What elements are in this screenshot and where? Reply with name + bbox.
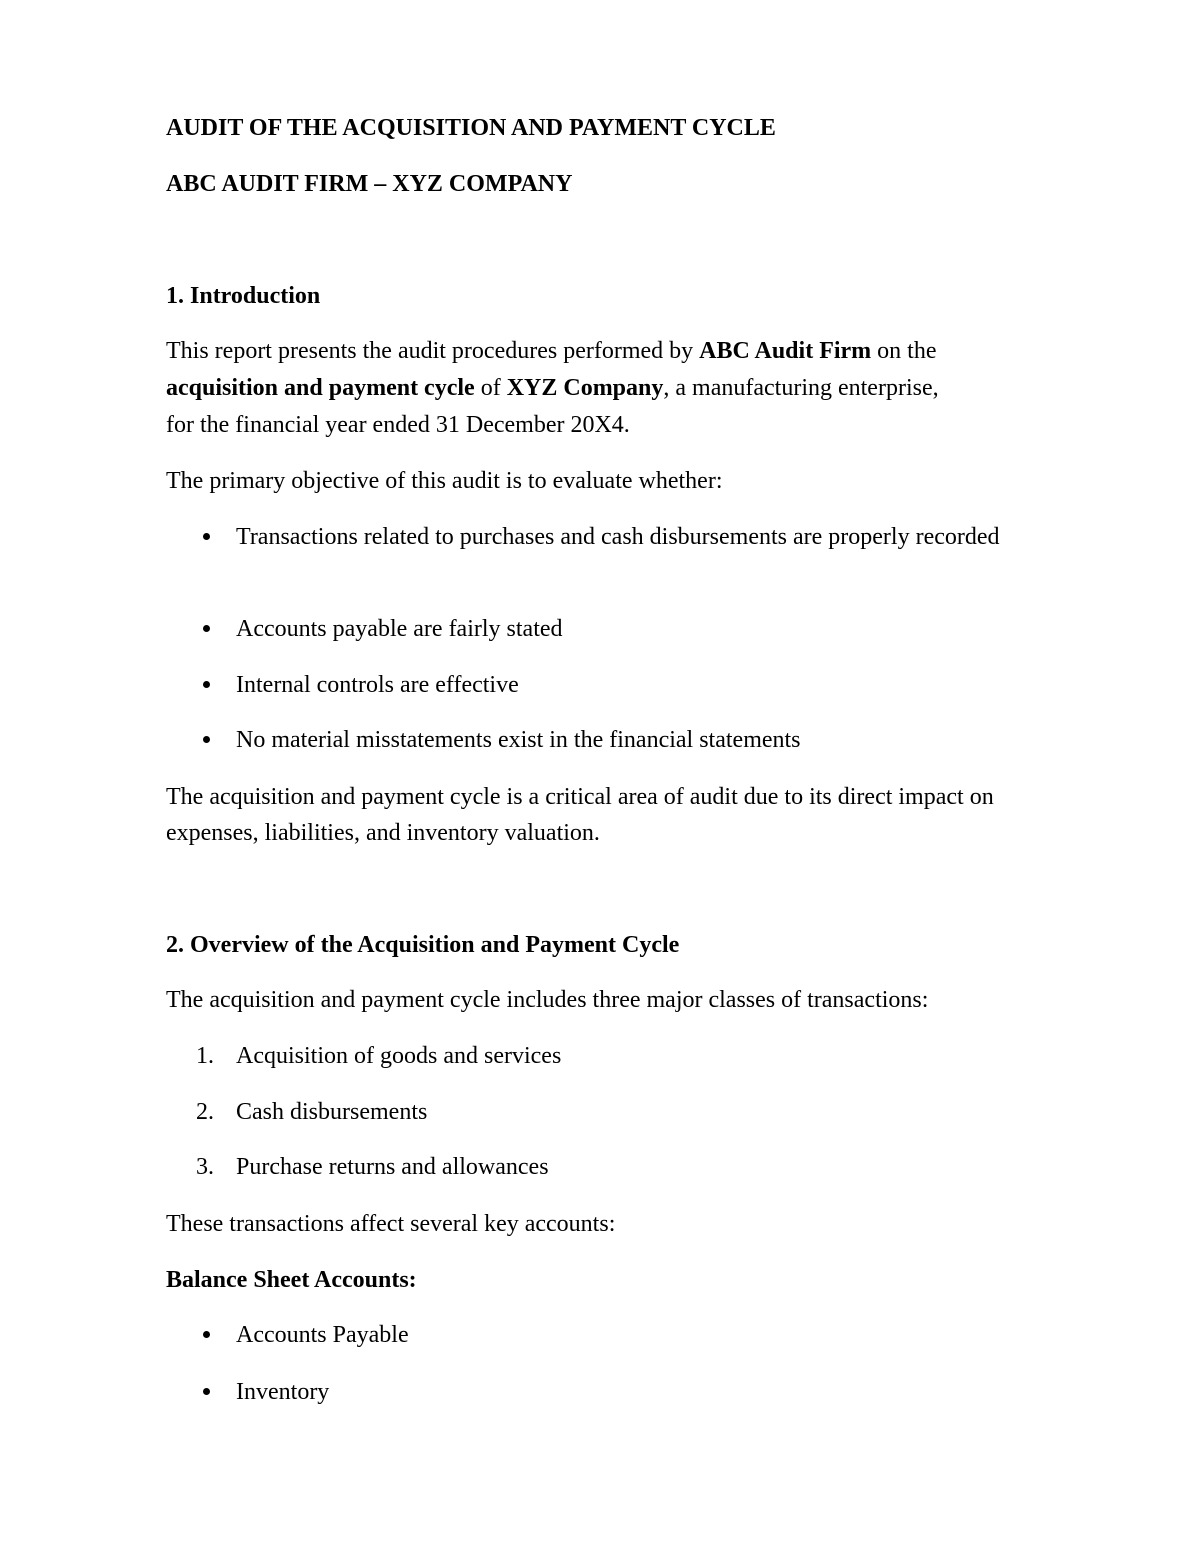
list-item-text: Accounts payable are fairly stated (236, 616, 563, 642)
numbered-item-text: Acquisition of goods and services (236, 1043, 562, 1069)
bullet-icon (203, 625, 210, 632)
para1-text-d: , a manufacturing enterprise, (663, 375, 939, 401)
numbered-item (166, 1094, 1046, 1130)
list-item-text: Internal controls are effective (236, 672, 519, 698)
list-item (166, 722, 1046, 758)
numbered-item-text: Cash disbursements (236, 1099, 428, 1125)
list-item (166, 611, 1046, 647)
numbered-item-text: Purchase returns and allowances (236, 1154, 549, 1180)
list-item (166, 519, 1046, 555)
list-item-text: Inventory (236, 1379, 330, 1405)
section2-subheading: Balance Sheet Accounts: (166, 1267, 417, 1293)
para1-bold-cycle: acquisition and payment cycle (166, 375, 475, 401)
bullet-icon (203, 1388, 210, 1395)
para1-bold-company: XYZ Company (506, 375, 664, 401)
numbered-item (166, 1038, 1046, 1074)
document-title: AUDIT OF THE ACQUISITION AND PAYMENT CYCLE (166, 115, 776, 141)
para1-text-a: This report presents the audit procedures performed by (166, 338, 700, 364)
list-item-text: Accounts Payable (236, 1322, 409, 1348)
section1-para1-line1 (166, 333, 937, 369)
number-marker: 3. (196, 1154, 214, 1180)
section2-para2: These transactions affect several key accounts: (166, 1211, 616, 1237)
list-item (166, 667, 1046, 703)
section2-para1: The acquisition and payment cycle includes three major classes of transactions: (166, 987, 929, 1013)
section1-para1-line2 (166, 370, 939, 406)
numbered-item (166, 1149, 1046, 1185)
list-item-text: No material misstatements exist in the financial statements (236, 727, 801, 753)
section1-para2: The primary objective of this audit is to evaluate whether: (166, 468, 723, 494)
section2-heading: 2. Overview of the Acquisition and Payment Cycle (166, 932, 680, 958)
number-marker: 2. (196, 1099, 214, 1125)
section1-heading: 1. Introduction (166, 283, 321, 309)
list-item (166, 1374, 1046, 1410)
bullet-icon (203, 681, 210, 688)
section1-para3: The acquisition and payment cycle is a critical area of audit due to its direct impact on expenses, liabilities, and inventory valuation. (166, 784, 994, 846)
bullet-icon (203, 1331, 210, 1338)
document-subtitle: ABC AUDIT FIRM – XYZ COMPANY (166, 171, 573, 197)
number-marker: 1. (196, 1043, 214, 1069)
bullet-icon (203, 736, 210, 743)
list-item (166, 1317, 1046, 1353)
para1-bold-firm: ABC Audit Firm (699, 338, 872, 364)
section1-para1-line3: for the financial year ended 31 December 20X4. (166, 412, 630, 438)
bullet-icon (203, 533, 210, 540)
list-item-text: Transactions related to purchases and cash disbursements are properly recorded (236, 524, 1000, 550)
para1-text-c: of (474, 375, 507, 401)
para1-text-b: on the (871, 338, 937, 364)
